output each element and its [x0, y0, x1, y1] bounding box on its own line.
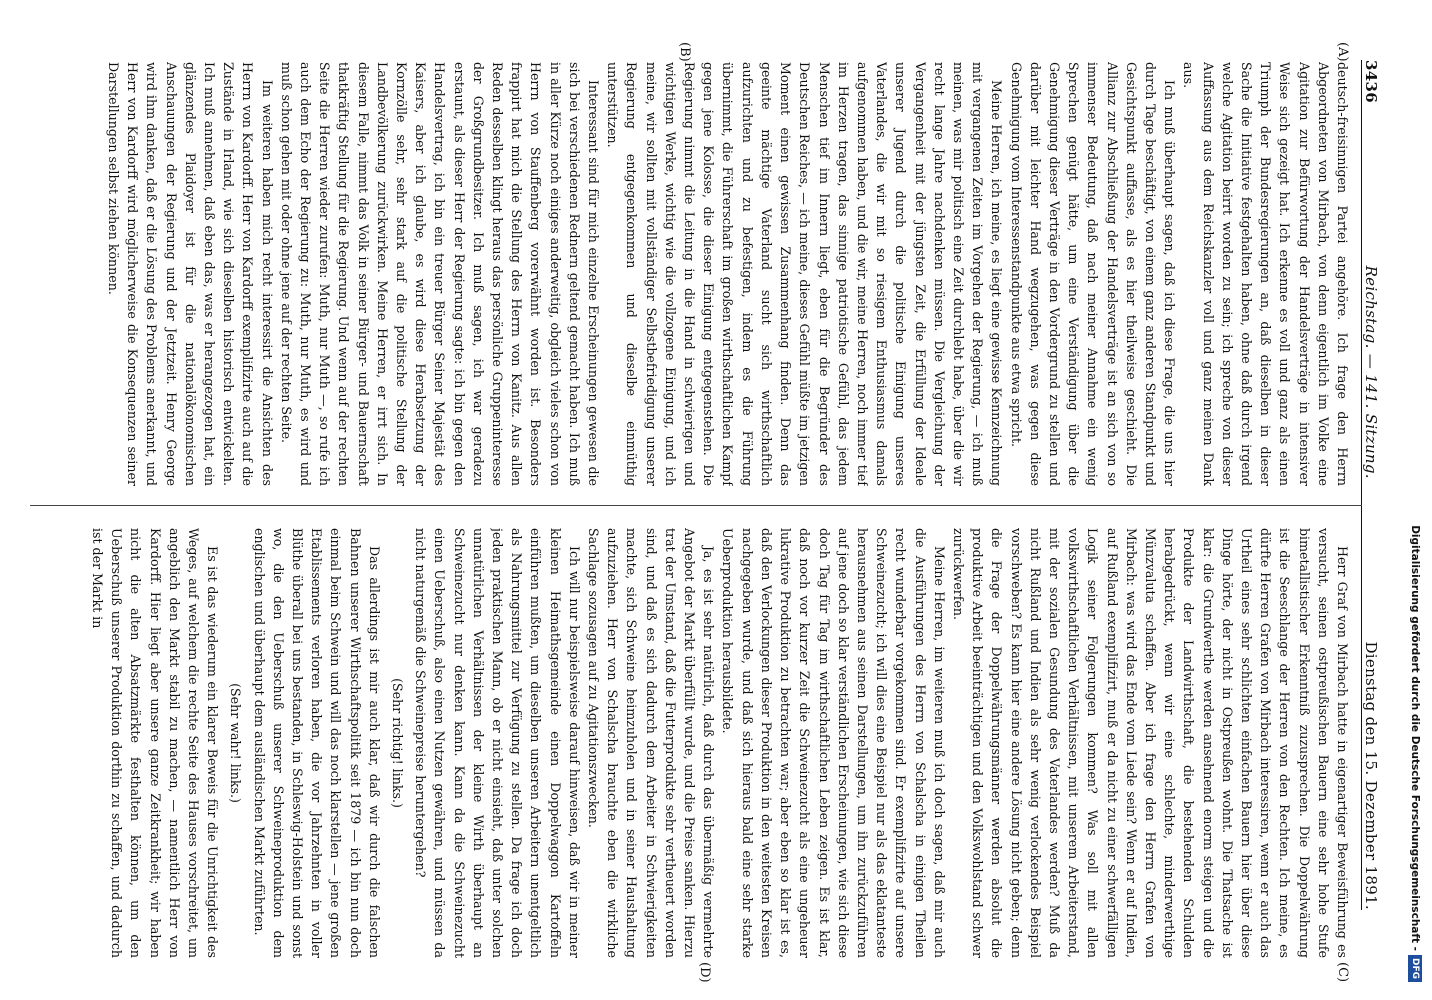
paragraph: Meine Herren, im weiteren muß ich doch sagen, daß mir auch die Ausführungen des Herrn von Schalscha in einigen Theilen recht wunderbar vorgekommen sind. Er exemplifizirte auf unsere Schweinezucht; ich will dies eine Beispiel nur als das eklatanteste herausnehmen aus seinen Darstellungen, um ihn zurückzuführen auf jene doch so klar verständlichen Erscheinungen, wie sich diese doch Tag für Tag im wirthschaftlichen Leben zeigen. Es ist klar, daß noch vor kurzer Zeit die Schweinezucht als eine ungeheuer lukrative Produktion zu betrachten war; aber eben so klar ist es, daß den Verlockungen dieser Produktion in den weitesten Kreisen nachgegeben wurde, und daß sich hieraus bald eine sehr starke Ueberproduktion herausbildete.: [720, 528, 947, 958]
paragraph: Meine Herren, ich meine, es liegt eine gewisse Kennzeichnung mit vergangenen Zeiten im Vorgehen der Regierung, — ich muß meinen, was mir politisch eine Zeit durchlebt habe, über die wir recht lange Jahre nachdenken müssen. Die Vergleichung der Vergangenheit mit der jüngsten Zeit, die Erfüllung der Ideale unserer Jugend durch die politische Einigung unseres Vaterlandes, die wir mit so riesigem Enthusiasmus damals aufgenommen haben, und die wir, meine Herren, noch immer tief im Herzen tragen, das sinnige patriotische Gefühl, das jedem Menschen tief im Innern liegt, eben für die Begründer des Deutschen Reiches, — ich meine, dieses Gefühl müßte im jetzigen Moment einen gewissen Zusammenhang finden. Denn das geeinte mächtige Vaterland sucht sich wirthschaftlich aufzurichten und zu befestigen, indem es die Führung übernimmt, die Führerschaft im großen wirthschaftlichen Kampf gegen jene Kolosse, die dieser Einigung entgegenstehen. Die Regierung nimmt die Leitung in die Hand in schwierigen und wichtigen Werke, wichtig wie die vollzogene Einigung, und ich meine, wir sollten mit vollständiger Selbstbefriedigung unserer Regierung entgegenkommen und dieselbe einmüthig unterstützen.: [605, 62, 1005, 486]
column-divider: [30, 505, 1362, 506]
session-date: Dienstag den 15. Dezember 1891.: [1362, 641, 1380, 910]
paragraph: Es ist das wiederum ein klarer Beweis für die Unrichtigkeit des Weges, auf welchem die rechte Seite des Hauses vorschreitet, um angeblich den Markt stabil zu machen, — namentlich Herr von Kardorff. Hier liegt aber unsere ganze Zeitkrankheit; wir haben nicht die alten Absatzmärkte festhalten können, um den Ueberschuß unserer Produktion dorthin zu schaffen, und dadurch ist der Markt in: [90, 528, 221, 958]
dfg-badge: DFG: [1408, 955, 1422, 982]
interjection: (Sehr wahr! links.): [228, 683, 244, 803]
margin-marker-a: (A): [1335, 42, 1350, 62]
credit-text: Digitalisierung gefördert durch die Deutsche Forschungsgemeinschaft -: [1409, 525, 1421, 951]
margin-marker-d: (D): [697, 962, 712, 983]
session-title: Reichstag. — 141. Sitzung.: [1362, 265, 1380, 479]
paragraph: Ich muß überhaupt sagen, daß ich diese Frage, die uns hier durch Tage beschäftigt, von einem ganz anderen Standpunkt und Gesichtspunkt auffasse, als es hier theilweise geschieht. Die Allianz zur Abschließung der Handelsverträge ist an sich von so immenser Bedeutung, daß nach meiner Annahme ein wenig Sprechen genügt hätte, um eine Verständigung über die Genehmigung dieser Verträge in den Vordergrund zu stellen und darüber mit leichter Hand wegzugehen, was gegen diese Genehmigung vom Interessenstandpunkte aus etwa spricht.: [1008, 62, 1178, 486]
paragraph: deutsch-freisinnigen Partei angehöre. Ich frage den Herrn Abgeordneten von Mirbach, von denn eigentlich im Volke eine Agitation zur Befürwortung der Handelsverträge in intensiver Weise sich gezeigt hat. Ich erkenne es voll und ganz als einen Triumph der Bundesregierungen an, daß dieselben in dieser Sache die Initiative festgehalten haben, ohne daß durch irgend welche Agitation beirrt worden zu sein; ich spreche von dieser Auffassung aus dem Reichskanzler voll und ganz meinen Dank aus.: [1181, 62, 1350, 486]
left-text-column: [30, 62, 1352, 486]
paragraph: Interessant sind für mich einzelne Erscheinungen gewesen die sich bei verschiedenen Rednern geltend gemacht haben. Ich muß in aller Kürze noch einiges anderweitig, obgleich vieles schon von Herrn von Stauffenberg vorerwähnt worden ist. Besonders frappirt hat mich die Stellung des Herrn von Kanitz. Aus allen Reden desselben klingt heraus das persönliche Gruppeninteresse der Großgrundbesitzer. Ich muß sagen, ich war geradezu erstaunt, als dieser Herr der Regierung sagte: ich bin gegen den Handelsvertrag, ich bin ein treuer Bürger Seiner Majestät des Kaisers, aber ich glaube, es wird diese Herabsetzung der Kornzölle sehr, sehr stark auf die politische Stellung der Landbevölkerung zurückwirken. Meine Herren, er irrt sich. In diesem Falle, nimmt das Volk in seiner Bürger- und Bauernschaft thatkräftig Stellung für die Regierung. Und wenn auf der rechten Seite die Herren wieder zurufen: Muth, nur Muth —, so rufe ich auch dem Echo der Regierung zu: Muth, nur Muth, es wird und muß schon gehen mit oder ohne jene auf der rechten Seite.: [278, 62, 602, 486]
margin-marker-c: (C): [1335, 962, 1350, 983]
page-header: [1361, 60, 1396, 910]
margin-marker-b: (B): [677, 42, 692, 62]
page-number: 3436: [1362, 60, 1380, 103]
interjection: (Sehr richtig! links.): [390, 678, 406, 808]
right-text-column: [30, 528, 1352, 958]
paragraph: Ja, es ist sehr natürlich, daß durch das übermäßig vermehrte Angebot der Markt überfüllt wurde, und die Preise sanken. Hierzu trat der Umstand, daß die Futterprodukte sehr vertheuert worden sind, und daß es sich dadurch dem Arbeiter in Schwierigkeiten machte, sich Schweine heimzuholen und in seiner Haushaltung aufzuziehen. Herr von Schalscha brauchte eben die wirkliche Sachlage sozusagen auf zu Agitationszwecken.: [586, 528, 717, 958]
paragraph: Im weiteren haben mich recht interessirt die Ansichten des Herrn von Kardorff. Herr von Kardorff exemplifizirte auch auf die Zustände in Irland, wie sich dieselben historisch entwickelten. Ich muß annehmen, daß eben das, was er herangezogen hat, ein glänzendes Plaidoyer ist für die nationalökonomischen Anschauungen der Regierung und der Jetztzeit. Henry George wird ihm danken, daß er die Lösung des Problems anerkannt, und Herr von Kardorff wird möglicherweise die Konsequenzen seiner Darstellungen selbst ziehen können.: [106, 62, 275, 486]
digitization-credit: [1400, 0, 1430, 1000]
paragraph: Das allerdings ist mir auch klar, daß wir durch die falschen Bahnen unserer Wirthschaftspolitik seit 1879 — ich bin nun doch einmal beim Schwein und will das noch klarstellen — jene großen Etablissements verloren haben, die vor Jahrzehnten in voller Blüthe überall bei uns bestanden, in Schleswig-Holstein und sonst wo, die den Ueberschuß unserer Schweineproduktion dem englischen und überhaupt dem ausländischen Markt zuführten.: [251, 528, 382, 958]
paragraph: Ich will nur beispielsweise darauf hinweisen, daß wir in meiner kleinen Heimathsgemeinde einen Doppelwaggon Kartoffeln einführen mußten, um dieselben unseren Arbeitern unentgeltlich als Nahrungsmittel zur Verfügung zu stellen. Da frage ich doch jeden praktischen Mann, ob er nicht einsieht, daß unter solchen unnatürlichen Verhältnissen der kleine Wirth überhaupt an Schweinezucht nur denken kann. Kann da die Schweinezucht einen Ueberschuß, also einen Nutzen gewähren, und müssen da nicht naturgemäß die Schweinepreise heruntergehen?: [413, 528, 582, 958]
paragraph: Herr Graf von Mirbach hatte in eigenartiger Beweisführung es versucht, seinen ostpreußischen Bauern eine sehr hohe Stufe bimetallistischer Erkenntniß zuzusprechen. Die Doppelwährung ist die Seeschlange der Herren von den Rechten. Ich meine, es dürfte Herren Grafen von Mirbach interessiren, wenn er auch das Urtheil eines sehr schlichten einfachen Bauern hier über diese Dinge hörte, der nicht in Ostpreußen wohnt. Die Thatsache ist klar: die Grundwerthe werden ansehnend enorm steigen und die Produkte der Landwirthschaft, die bestehenden Schulden herabgedrückt, wenn wir eine schlechte, minderwerthige Münzvaluta schaffen. Aber ich frage den Herrn Grafen von Mirbach: was wird das Ende vom Liede sein? Wenn er auf Indien, auf Rußland exemplifizirt, muß er da nicht zu einer schwerfälligen Logik seiner Folgerungen kommen? Was soll mit allen volkswirthschaftlichen Verhältnissen, mit unserem Arbeiterstand, mit der sozialen Gesundung des Vaterlandes werden? Muß da nicht Rußland und Indien als sehr wenig verlockendes Beispiel vorschweben? Es kann hier eine andere Lösung nicht geben; denn die Frage der Doppelwährungsmänner werden absolut die produktive Arbeit beeinträchtigen und den Volkswohlstand schwer zurückwerfen.: [950, 528, 1350, 958]
